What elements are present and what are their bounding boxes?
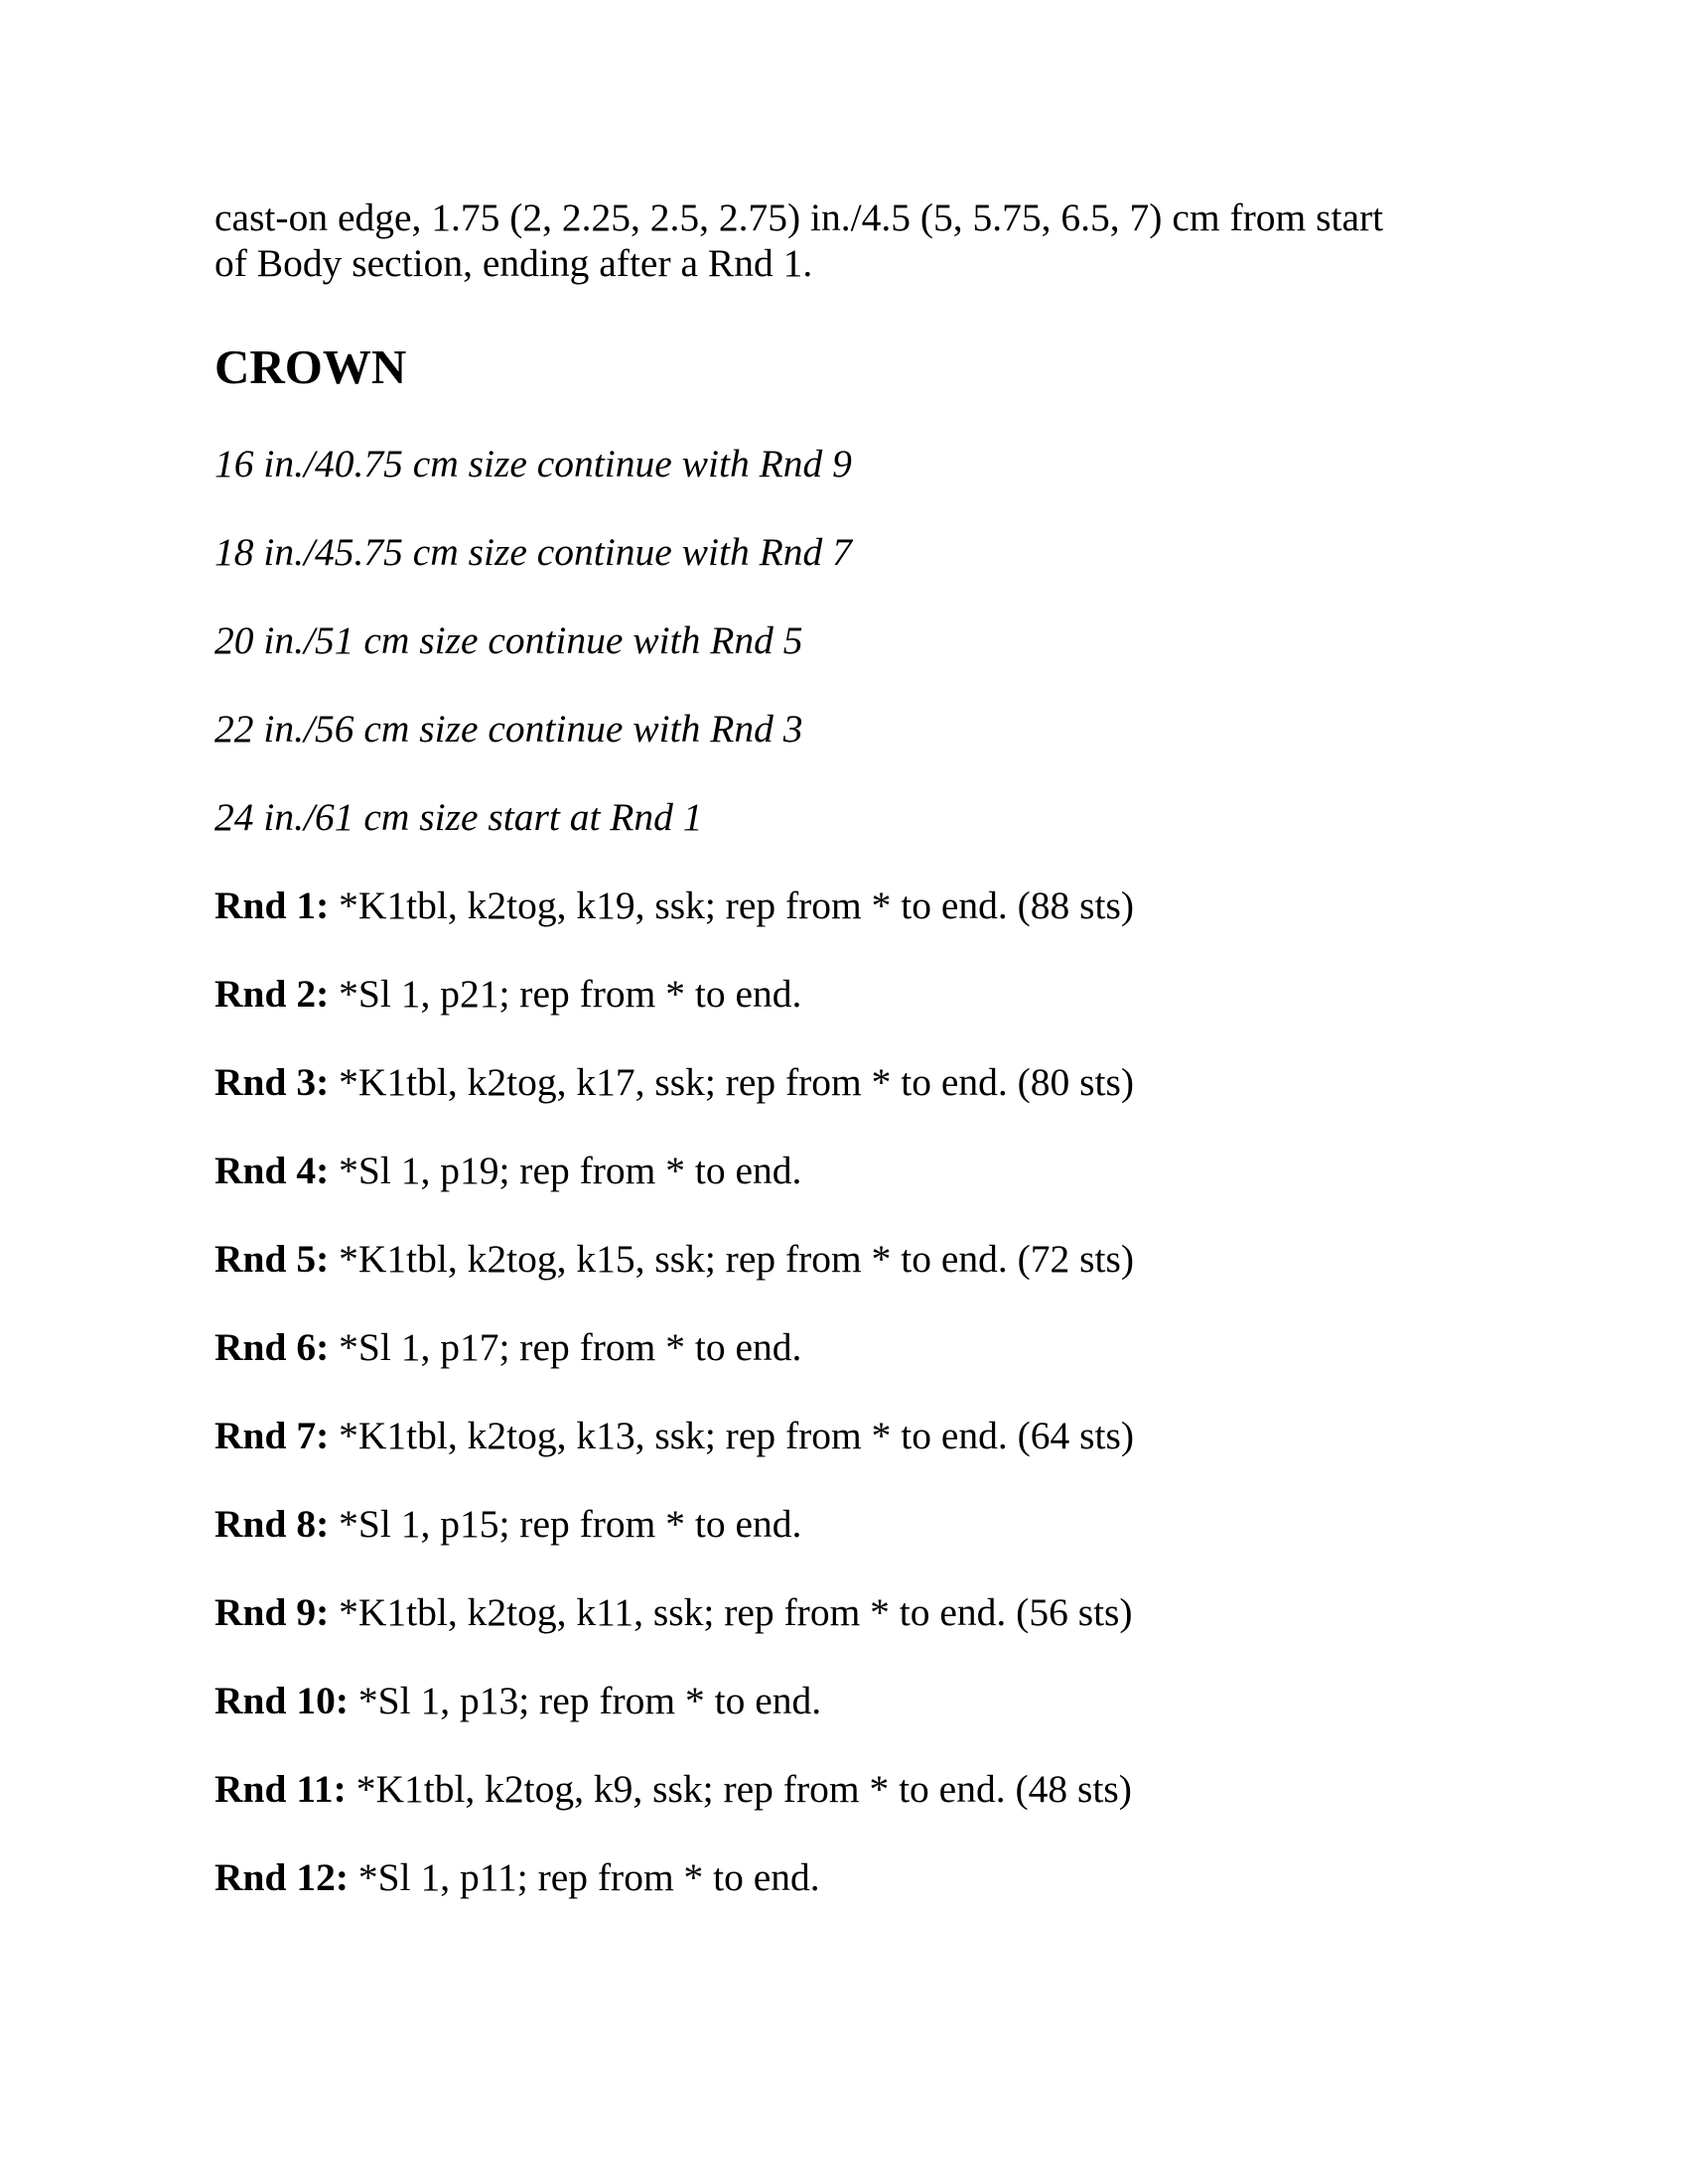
round-instruction	[214, 1678, 821, 1723]
round-text: *K1tbl, k2tog, k19, ssk; rep from * to end. (88 sts)	[329, 884, 1135, 927]
intro-paragraph	[214, 195, 1505, 286]
size-note: 20 in./51 cm size continue with Rnd 5	[214, 618, 803, 662]
round-label: Rnd 12:	[214, 1855, 349, 1899]
round-label: Rnd 8:	[214, 1502, 330, 1546]
round-text: *Sl 1, p11; rep from * to end.	[349, 1855, 820, 1899]
size-note: 18 in./45.75 cm size continue with Rnd 7	[214, 530, 852, 574]
round-instruction	[214, 971, 801, 1017]
round-label: Rnd 3:	[214, 1060, 330, 1104]
round-instruction	[214, 1413, 1134, 1458]
round-instruction	[214, 1854, 820, 1900]
round-text: *Sl 1, p13; rep from * to end.	[349, 1679, 822, 1722]
round-text: *K1tbl, k2tog, k15, ssk; rep from * to end. (72 sts)	[329, 1237, 1135, 1281]
round-instruction	[214, 1766, 1132, 1812]
round-instruction	[214, 1148, 801, 1193]
round-instruction	[214, 883, 1134, 928]
round-text: *Sl 1, p15; rep from * to end.	[329, 1502, 802, 1546]
round-instruction	[214, 1324, 801, 1370]
round-label: Rnd 11:	[214, 1767, 347, 1811]
document-page	[214, 195, 1505, 1899]
round-text: *Sl 1, p17; rep from * to end.	[329, 1325, 802, 1369]
round-label: Rnd 6:	[214, 1325, 330, 1369]
intro-line-2: of Body section, ending after a Rnd 1.	[214, 241, 813, 285]
round-instruction	[214, 1059, 1134, 1105]
round-text: *Sl 1, p21; rep from * to end.	[329, 972, 802, 1016]
round-text: *K1tbl, k2tog, k13, ssk; rep from * to end. (64 sts)	[329, 1414, 1135, 1457]
round-label: Rnd 10:	[214, 1679, 349, 1722]
size-note: 16 in./40.75 cm size continue with Rnd 9	[214, 442, 852, 485]
size-note: 24 in./61 cm size start at Rnd 1	[214, 795, 703, 839]
round-text: *K1tbl, k2tog, k17, ssk; rep from * to end. (80 sts)	[329, 1060, 1135, 1104]
round-text: *K1tbl, k2tog, k9, ssk; rep from * to end. (48 sts)	[346, 1767, 1132, 1811]
round-label: Rnd 9:	[214, 1590, 330, 1634]
round-instruction	[214, 1589, 1133, 1635]
round-label: Rnd 5:	[214, 1237, 330, 1281]
round-label: Rnd 4:	[214, 1149, 330, 1192]
round-instruction	[214, 1501, 801, 1547]
size-note: 22 in./56 cm size continue with Rnd 3	[214, 707, 803, 751]
round-text: *K1tbl, k2tog, k11, ssk; rep from * to end. (56 sts)	[329, 1590, 1133, 1634]
intro-line-1: cast-on edge, 1.75 (2, 2.25, 2.5, 2.75) in./4.5 (5, 5.75, 6.5, 7) cm from start	[214, 196, 1384, 239]
round-text: *Sl 1, p19; rep from * to end.	[329, 1149, 802, 1192]
round-label: Rnd 7:	[214, 1414, 330, 1457]
section-heading-crown: CROWN	[214, 340, 407, 394]
round-instruction	[214, 1236, 1134, 1282]
round-label: Rnd 2:	[214, 972, 330, 1016]
round-label: Rnd 1:	[214, 884, 330, 927]
